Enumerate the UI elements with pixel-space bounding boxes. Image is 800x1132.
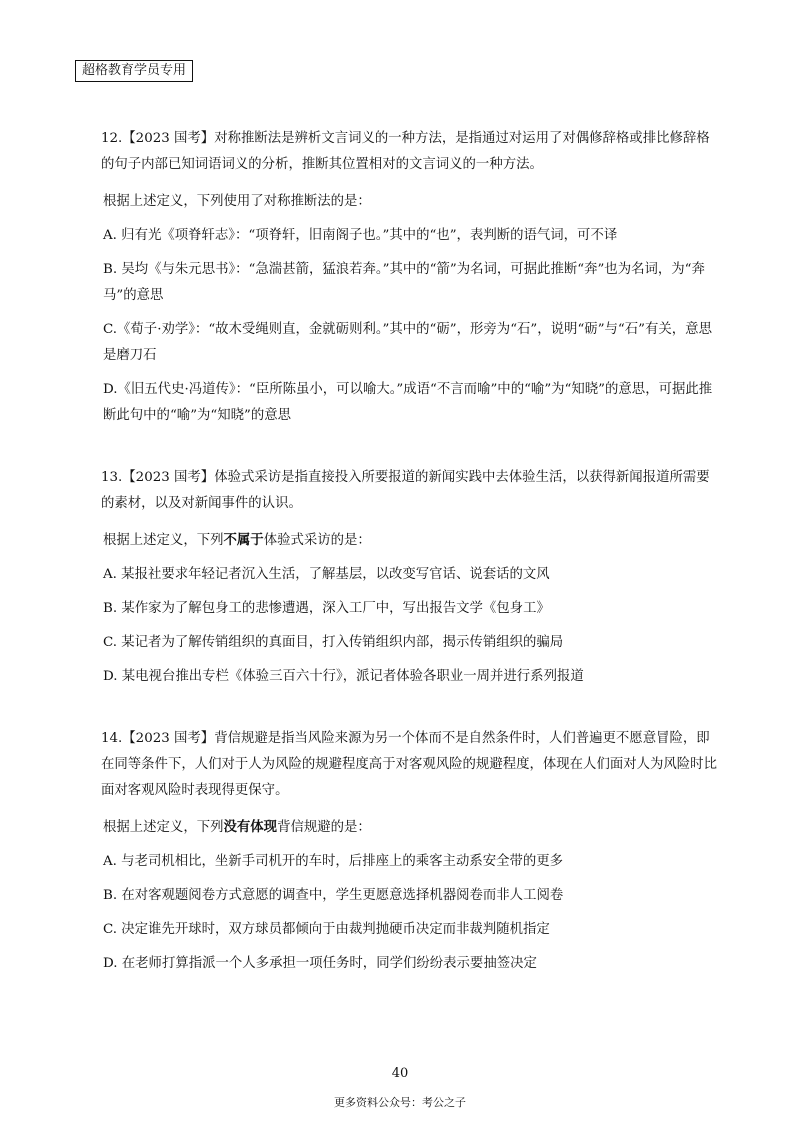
document-body: [103, 126, 723, 1013]
question-text: 体验式采访是指直接投入所要报道的新闻实践中去体验生活，以获得新闻报道所需要的素材，以及对新闻事件的认识。: [101, 470, 710, 511]
option-a: A. 归有光《项脊轩志》：“项脊轩，旧南阁子也。”其中的“也”，表判断的语气词，可不译: [103, 228, 618, 243]
question-stem: [101, 126, 723, 178]
option-c: C. 决定谁先开球时，双方球员都倾向于由裁判抛硬币决定而非裁判随机指定: [103, 922, 550, 937]
option-a: A. 某报社要求年轻记者沉入生活，了解基层，以改变写官话、说套话的文风: [103, 567, 550, 582]
question-number: 13.: [101, 470, 123, 485]
option-d: D. 在老师打算指派一个人多承担一项任务时，同学们纷纷表示要抽签决定: [103, 956, 537, 971]
footer-text: 更多资料公众号：考公之子: [334, 1096, 466, 1109]
option-d: D. 某电视台推出专栏《体验三百六十行》，派记者体验各职业一周并进行系列报道: [103, 669, 584, 684]
header-label: 超格教育学员专用: [75, 60, 193, 82]
question-text: 背信规避是指当风险来源为另一个体而不是自然条件时，人们普遍更不愿意冒险，即在同等条件下，人们对于人为风险的规避程度高于对客观风险的规避程度，体现在人们面对人为风险时比面对客观风险时表现得更保守。: [101, 731, 717, 798]
question-14: [103, 726, 723, 977]
question-tag: 【2023 国考】: [122, 470, 215, 485]
question-text: 对称推断法是辨析文言词义的一种方法，是指通过对运用了对偶修辞格或排比修辞格的句子内部已知词语词义的分析，推断其位置相对的文言词义的一种方法。: [101, 131, 710, 172]
question-number: 12.: [101, 131, 123, 146]
question-tag: 【2023 国考】: [122, 731, 215, 746]
question-stem: [101, 726, 723, 804]
question-prompt: 根据上述定义，下列没有体现背信规避的是：: [103, 819, 371, 835]
option-d: D.《旧五代史·冯道传》：“臣所陈虽小，可以喻大。”成语“不言而喻”中的“喻”为“知晓”的意思，可据此推断此句中的“喻”为“知晓”的意思: [103, 382, 713, 423]
question-12: [103, 126, 723, 429]
question-stem: [101, 465, 723, 517]
question-prompt: 根据上述定义，下列不属于体验式采访的是：: [103, 532, 371, 548]
option-b: B. 在对客观题阅卷方式意愿的调查中，学生更愿意选择机器阅卷而非人工阅卷: [103, 888, 564, 903]
question-number: 14.: [101, 731, 123, 746]
option-a: A. 与老司机相比，坐新手司机开的车时，后排座上的乘客主动系安全带的更多: [103, 854, 564, 869]
option-b: B. 吴均《与朱元思书》：“急湍甚箭，猛浪若奔。”其中的“箭”为名词，可据此推断“奔”也为名词，为“奔马”的意思: [103, 262, 705, 303]
question-prompt: 根据上述定义，下列使用了对称推断法的是：: [103, 194, 371, 209]
option-b: B. 某作家为了解包身工的悲惨遭遇，深入工厂中，写出报告文学《包身工》: [103, 601, 550, 616]
option-c: C.《荀子·劝学》：“故木受绳则直，金就砺则利。”其中的“砺”，形旁为“石”，说明“砺”与“石”有关，意思是磨刀石: [103, 322, 712, 363]
question-13: [103, 465, 723, 690]
question-tag: 【2023 国考】: [122, 131, 215, 146]
option-c: C. 某记者为了解传销组织的真面目，打入传销组织内部，揭示传销组织的骗局: [103, 635, 564, 650]
page-number: 40: [391, 1066, 409, 1081]
